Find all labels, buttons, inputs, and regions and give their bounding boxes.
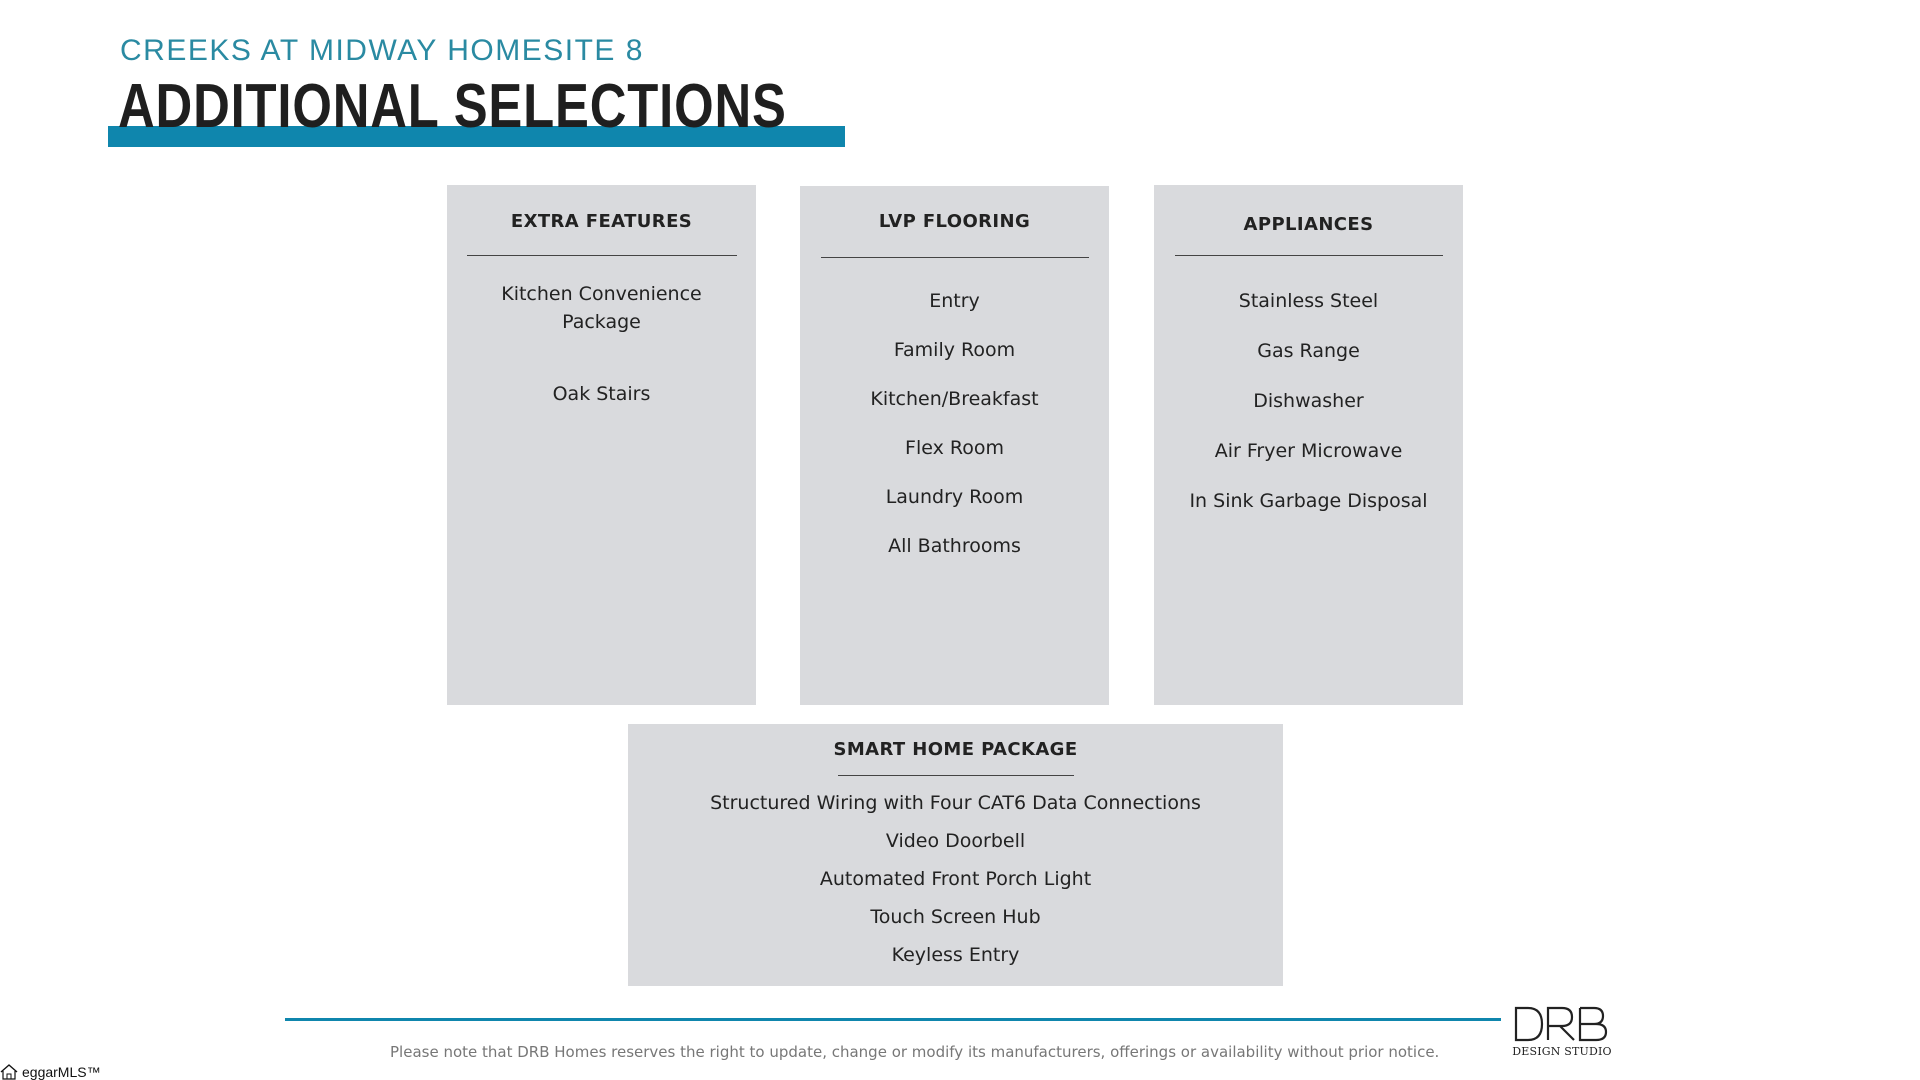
drb-logo <box>1512 1005 1612 1063</box>
list-item: Structured Wiring with Four CAT6 Data Connections <box>710 792 1201 814</box>
list-item: Entry <box>929 290 980 312</box>
disclaimer-note: Please note that DRB Homes reserves the right to update, change or modify its manufacturers, offerings or availability without prior notice. <box>390 1043 1440 1061</box>
page-title: ADDITIONAL SELECTIONS <box>118 72 787 141</box>
lvp-flooring-list <box>800 258 1109 580</box>
list-item: Dishwasher <box>1253 390 1364 412</box>
list-item: Stainless Steel <box>1238 290 1379 312</box>
house-icon <box>0 1064 22 1080</box>
smart-home-heading: SMART HOME PACKAGE <box>833 739 1078 760</box>
list-item: Laundry Room <box>885 486 1024 508</box>
appliances-list <box>1154 256 1463 536</box>
list-item: Video Doorbell <box>885 830 1026 852</box>
list-item: Automated Front Porch Light <box>819 868 1092 890</box>
mls-watermark <box>0 1064 101 1080</box>
lvp-flooring-card <box>800 186 1109 705</box>
drb-logo-subtext: DESIGN STUDIO <box>1512 1045 1612 1058</box>
list-item: Family Room <box>893 339 1016 361</box>
list-item: Air Fryer Microwave <box>1214 440 1403 462</box>
drb-logo-mark <box>1512 1005 1612 1043</box>
list-item: All Bathrooms <box>888 535 1021 557</box>
list-item: Gas Range <box>1257 340 1360 362</box>
smart-home-list <box>628 776 1283 978</box>
appliances-heading: APPLIANCES <box>1243 214 1374 235</box>
smart-home-card <box>628 724 1283 986</box>
extra-features-card <box>447 185 756 705</box>
extra-features-heading: EXTRA FEATURES <box>510 211 693 232</box>
list-item: In Sink Garbage Disposal <box>1189 490 1428 512</box>
list-item: Flex Room <box>905 437 1004 459</box>
list-item: Touch Screen Hub <box>870 906 1041 928</box>
list-item: Oak Stairs <box>552 383 651 405</box>
appliances-card <box>1154 185 1463 705</box>
extra-features-list <box>447 256 756 408</box>
mls-watermark-text: eggarMLS™ <box>22 1064 101 1080</box>
list-item: Kitchen/Breakfast <box>870 388 1039 410</box>
list-item: Keyless Entry <box>891 944 1020 966</box>
lvp-flooring-heading: LVP FLOORING <box>878 211 1031 232</box>
list-item: Kitchen Convenience Package <box>501 283 702 333</box>
footer-divider <box>285 1018 1501 1021</box>
community-subtitle: CREEKS AT MIDWAY HOMESITE 8 <box>120 34 644 67</box>
